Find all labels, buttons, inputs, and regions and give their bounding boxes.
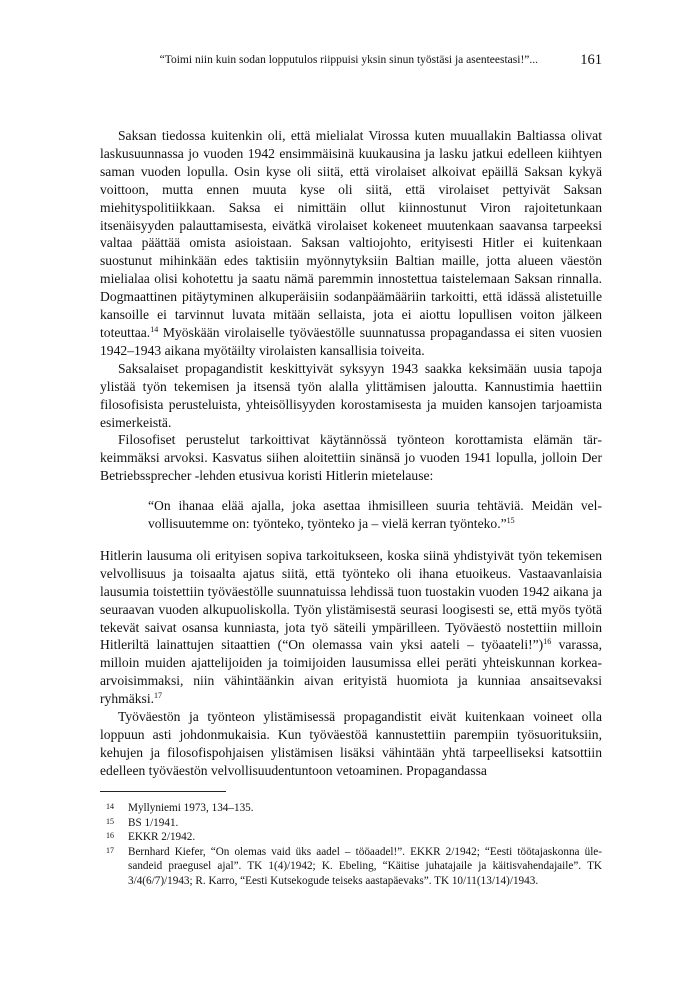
paragraph-1-end: Myöskään virolaiselle työväestölle suunnatussa propagandassa ei siten vuosien 1942–1943 aikana myötäilty virolaisten kansallisia toiveita. xyxy=(100,324,602,358)
footnote-text: Bernhard Kiefer, “On olemas vaid üks aadel – tööaadel!”. EKKR 2/1942; “Eesti töötajaskonna ülesandeid praegusel ajal”. TK 1(4)/1942; K. Ebeling, “Käitise juhatajaile ja käitisvahendajaile”. TK 3/4(6/7)/1943; R. Karro, “Eesti Kutsekogude teiseks aastapäevaks”. TK 10/11(13/14)/1943. xyxy=(128,845,602,887)
footnote-item xyxy=(100,816,602,831)
paragraph-4 xyxy=(100,547,602,708)
footnote-number: 16 xyxy=(106,831,114,841)
footnote-divider xyxy=(100,791,226,792)
paragraph-4-text-b: varassa, milloin muiden ajattelijoiden ja toimijoiden lausumissa ellei peräti yhteiskunnan korkea-arvoisimmaksi, niin vähintäänkin aivan erityistä huomiota ja kunniaa ansaitsevaksi ryhmäksi. xyxy=(100,637,602,707)
paragraph-4-text-a: Hitlerin lausuma oli erityisen sopiva tarkoitukseen, koska siinä yhdistyivät työn tekemisen velvollisuus ja toisaalta ajatus siitä, että työnteko oli ihana etuoikeus. Vastaavanlaisia lausumia toistettiin työväestölle suunnatuissa lehdissä tuon tuostakin vuoden 1942 aikana ja seuraavan vuoden alkupuoliskolla. Työn ylistämisestä seurasi loogisesti se, että myös työtä tekevät saivat osansa kunniasta, jota työ säteili ympärilleen. Työväestö nostettiin milloin Hitleriltä lainattujen sitaattien (“On olemassa vain yksi aateli – työaateli!”) xyxy=(100,547,602,653)
footnote-item xyxy=(100,845,602,889)
paragraph-3: Filosofiset perustelut tarkoittivat käytännössä työnteon korottamista elämän tärkeimmäksi arvoksi. Kasvatus siihen aloitettiin sinänsä jo vuoden 1941 lopulla, jolloin Der Betriebssprecher -lehden etusivua koristi Hitlerin mietelause: xyxy=(100,432,602,484)
footnote-text: Myllyniemi 1973, 134–135. xyxy=(128,802,254,814)
footnotes xyxy=(100,801,602,889)
footnote-ref-17: 17 xyxy=(154,691,162,701)
paragraph-2: Saksalaiset propagandistit keskittyivät syksyyn 1943 saakka keksimään uusia tapoja ylistää työn tekemisen ja itsensä työn alalla ylittämisen jaloutta. Kannustimia haettiin filosofisista perusteluista, yhteisöllisyyden korostamisesta ja muiden kansojen tarjoamista esimerkeistä. xyxy=(100,360,602,430)
footnote-ref-16: 16 xyxy=(543,637,552,647)
footnote-ref-15: 15 xyxy=(506,516,515,526)
footnote-item xyxy=(100,830,602,845)
footnote-number: 14 xyxy=(106,802,114,811)
page-number: 161 xyxy=(580,52,602,68)
footnote-number: 15 xyxy=(106,816,114,826)
paragraph-1 xyxy=(100,127,602,360)
footnote-item xyxy=(100,801,602,816)
block-quote xyxy=(100,497,602,533)
footnote-ref-14: 14 xyxy=(150,324,159,334)
running-head-title: “Toimi niin kuin sodan lopputulos riippuisi yksin sinun työstäsi ja asenteestasi!”... xyxy=(159,54,538,66)
footnote-text: BS 1/1941. xyxy=(128,816,179,829)
running-head xyxy=(100,52,602,72)
body-text xyxy=(100,127,602,780)
block-quote-text: “On ihanaa elää ajalla, joka asettaa ihmisilleen suuria tehtäviä. Meidän velvollisuutemme on: työnteko, työnteko ja – vielä kerran työnteko.” xyxy=(148,498,602,532)
paragraph-1-text: Saksan tiedossa kuitenkin oli, että mielialat Virossa kuten muuallakin Baltiassa olivat laskusuunnassa jo vuoden 1942 ensimmäisinä kuukausina ja lasku jatkui edelleen kiihtyen saman vuoden lopulla. Osin kyse oli siitä, että virolaiset alkoivat epäillä Saksan kykyä voittoon, mutta ennen muuta kyse oli siitä, että virolaiset pettyivät Saksan miehityspolitiikkaan. Saksa ei nimittäin ollut kiinnostunut Viron rajoitetunkaan itsenäisyyden palauttamisesta, eivätkä virolaiset kokeneet muutenkaan saavansa tarpeeksi valtaa päättää omista asioistaan. Saksan valtiojohto, erityisesti Hitler ei kuitenkaan suostunut mihinkään edes taktisiin myönnytyksiin Baltian maille, jotta alueen väestön mielialaa olisi kohotettu ja saatu nämä paremmin innostettua taistelemaan Saksan rinnalla. Dogmaattinen pitäytyminen alkuperäisiin sodanpäämääriin tarkoitti, että idässä alistetuille kansoille ei tarvinnut luvata mitään sellaista, jota ei aiottu lopullisen voiton jälkeen toteuttaa. xyxy=(100,128,602,340)
footnote-text: EKKR 2/1942. xyxy=(128,831,196,844)
paragraph-5: Työväestön ja työnteon ylistämisessä propagandistit eivät kuitenkaan voineet olla loppuun asti johdonmukaisia. Kun työväestöä kannustettiin parempiin työsuorituksiin, kehujen ja filosofispohjaisen ylistämisen lisäksi vähintään yhtä tarpeelliseksi katsottiin edelleen työväestön velvollisuudentuntoon vetoaminen. Propagandassa xyxy=(100,709,602,778)
footnote-number: 17 xyxy=(106,845,114,855)
